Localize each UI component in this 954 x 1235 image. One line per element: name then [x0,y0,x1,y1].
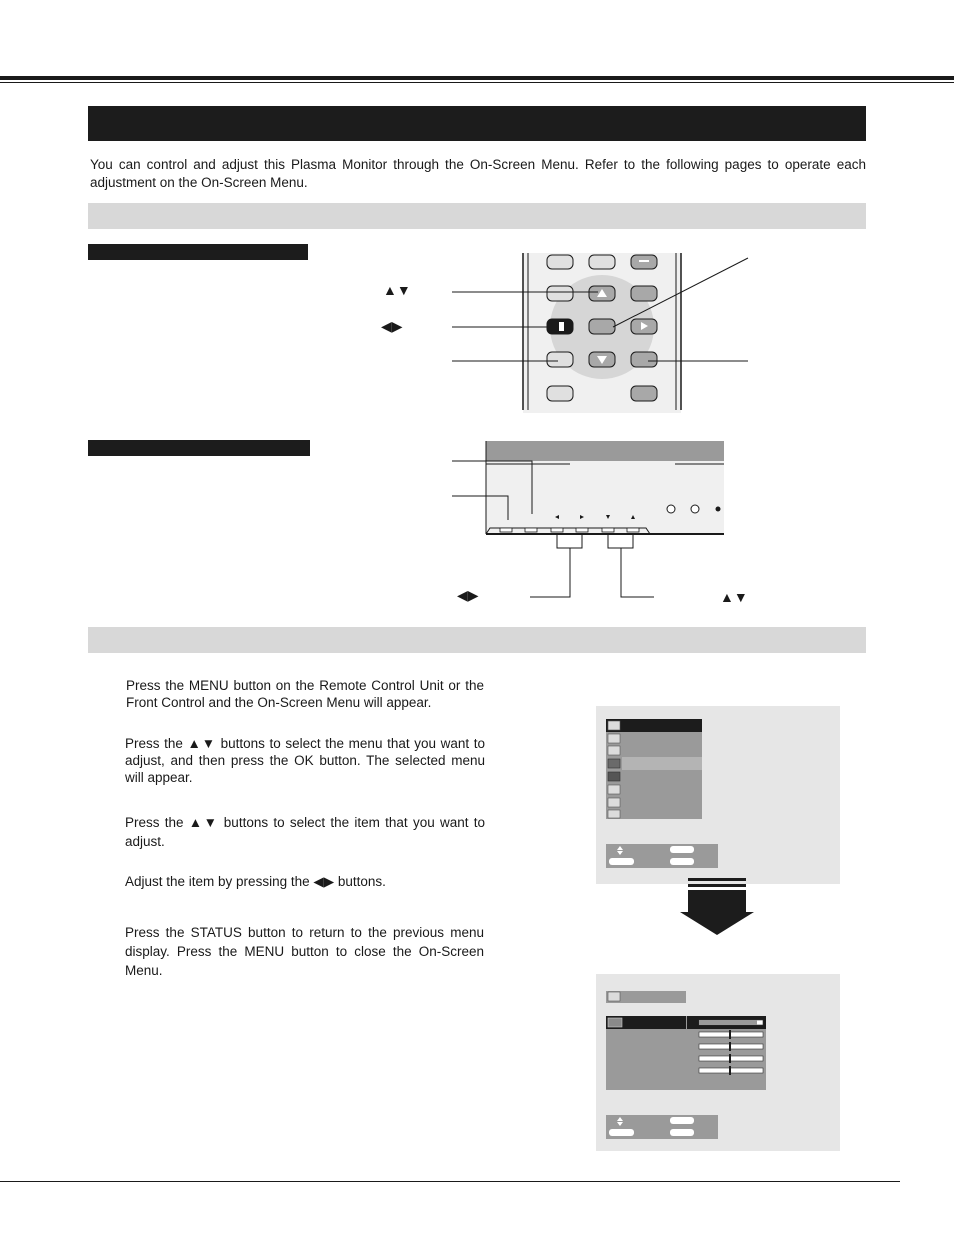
arrow-top-bar [688,878,746,881]
step-4-left-right-icon: ◀▶ [313,874,335,889]
front-indicator-2 [691,505,699,513]
sub-menu-divider [686,1016,687,1029]
guide-key-1 [670,846,694,853]
menu-icon-4[interactable] [608,759,620,768]
arrow-second-bar [688,884,746,887]
front-button-2[interactable] [525,528,537,532]
remote-menu-button[interactable] [547,352,573,367]
step-2-up-down-icon: ▲▼ [187,736,216,751]
remote-status-button[interactable] [631,352,657,367]
section-band-operation [88,203,866,229]
down-transition-arrow [678,878,756,936]
front-panel-face [486,461,724,534]
main-menu-screen [596,706,840,884]
front-button-left[interactable] [551,528,563,532]
step-1-text: Press the MENU button on the Remote Control Unit or the Front Control and the On-Screen Menu will appear. [126,678,484,710]
front-button-right[interactable] [576,528,588,532]
slider-3-thumb[interactable] [729,1042,731,1051]
step-3-after: buttons to select the item that you want to adjust. [125,815,485,849]
menu-icon-8[interactable] [608,810,620,818]
remote-control-diagram [450,250,760,415]
step-3-text [125,813,485,851]
step-2-text [125,735,485,786]
remote-row2-right-button[interactable] [631,286,657,301]
step-4-after: buttons. [334,874,386,889]
slider-4-thumb[interactable] [729,1054,731,1063]
remote-label-left-right-arrows: ◀▶ [381,318,403,334]
callout-line-front-up-down [621,548,654,597]
front-button-down[interactable] [602,528,614,532]
sub-guide-key-1 [670,1117,694,1124]
step-2-after: buttons to select the menu that you want to adjust, and then press the OK button. The selected menu will appear. [125,736,485,785]
subheading-bar-front [88,440,310,456]
menu-icon-5[interactable] [608,772,620,781]
remote-bottom-left-button[interactable] [547,386,573,401]
slider-5-thumb[interactable] [729,1066,731,1075]
front-indicator-1 [667,505,675,513]
slider-1-fill [699,1020,757,1025]
bracket-up-down [608,535,633,548]
remote-top-left-button[interactable] [547,255,573,269]
left-arrow-icon [559,322,564,331]
front-label-left-right-arrows: ◀▶ [457,587,479,603]
sub-guide-key-2 [609,1129,634,1136]
remote-ok-button[interactable] [589,319,615,334]
remote-bottom-right-button[interactable] [631,386,657,401]
menu-icon-2[interactable] [608,734,620,743]
main-menu-highlight-row[interactable] [622,757,702,770]
footer-rule [0,1181,900,1182]
main-menu-selected-row[interactable] [606,719,702,732]
step-2-before: Press the [125,736,188,751]
subheading-bar-remote [88,244,308,260]
sub-guide-key-3 [670,1129,694,1136]
step-4-text [125,873,485,890]
guide-key-3 [670,858,694,865]
front-control-diagram [450,438,740,603]
front-panel-top-strip [486,441,724,461]
intro-paragraph: You can control and adjust this Plasma Monitor through the On-Screen Menu. Refer to the following pages to operate each adjustment on the On-Screen Menu. [90,157,866,190]
front-indicator-3 [716,507,721,512]
step-3-up-down-icon: ▲▼ [188,815,219,830]
sub-menu-title-icon [608,992,620,1001]
front-button-1[interactable] [500,528,512,532]
menu-icon-1[interactable] [608,721,620,730]
menu-icon-7[interactable] [608,798,620,807]
header-rule-thick [0,76,954,80]
step-5-text: Press the STATUS button to return to the previous menu display. Press the MENU button to close the On-Screen Menu. [125,925,484,978]
front-label-up-down-arrows: ▲▼ [720,589,748,605]
header-rule-thin [0,82,954,83]
menu-icon-6[interactable] [608,785,620,794]
sub-menu-screen [596,974,840,1151]
callout-line-front-left-right [530,548,570,597]
bracket-left-right [557,535,582,548]
remote-label-up-down-arrows: ▲▼ [383,282,411,298]
sub-menu-item-icon [608,1018,622,1027]
down-arrow-icon [680,890,754,935]
remote-row2-left-button[interactable] [547,286,573,301]
menu-icon-3[interactable] [608,746,620,755]
remote-top-middle-button[interactable] [589,255,615,269]
section-title-bar [88,106,866,141]
front-button-up[interactable] [627,528,639,532]
section-band-menu-operation [88,627,866,653]
step-4-before: Adjust the item by pressing the [125,874,314,889]
slider-2-thumb[interactable] [729,1030,731,1039]
guide-key-2 [609,858,634,865]
step-3-before: Press the [125,815,189,830]
